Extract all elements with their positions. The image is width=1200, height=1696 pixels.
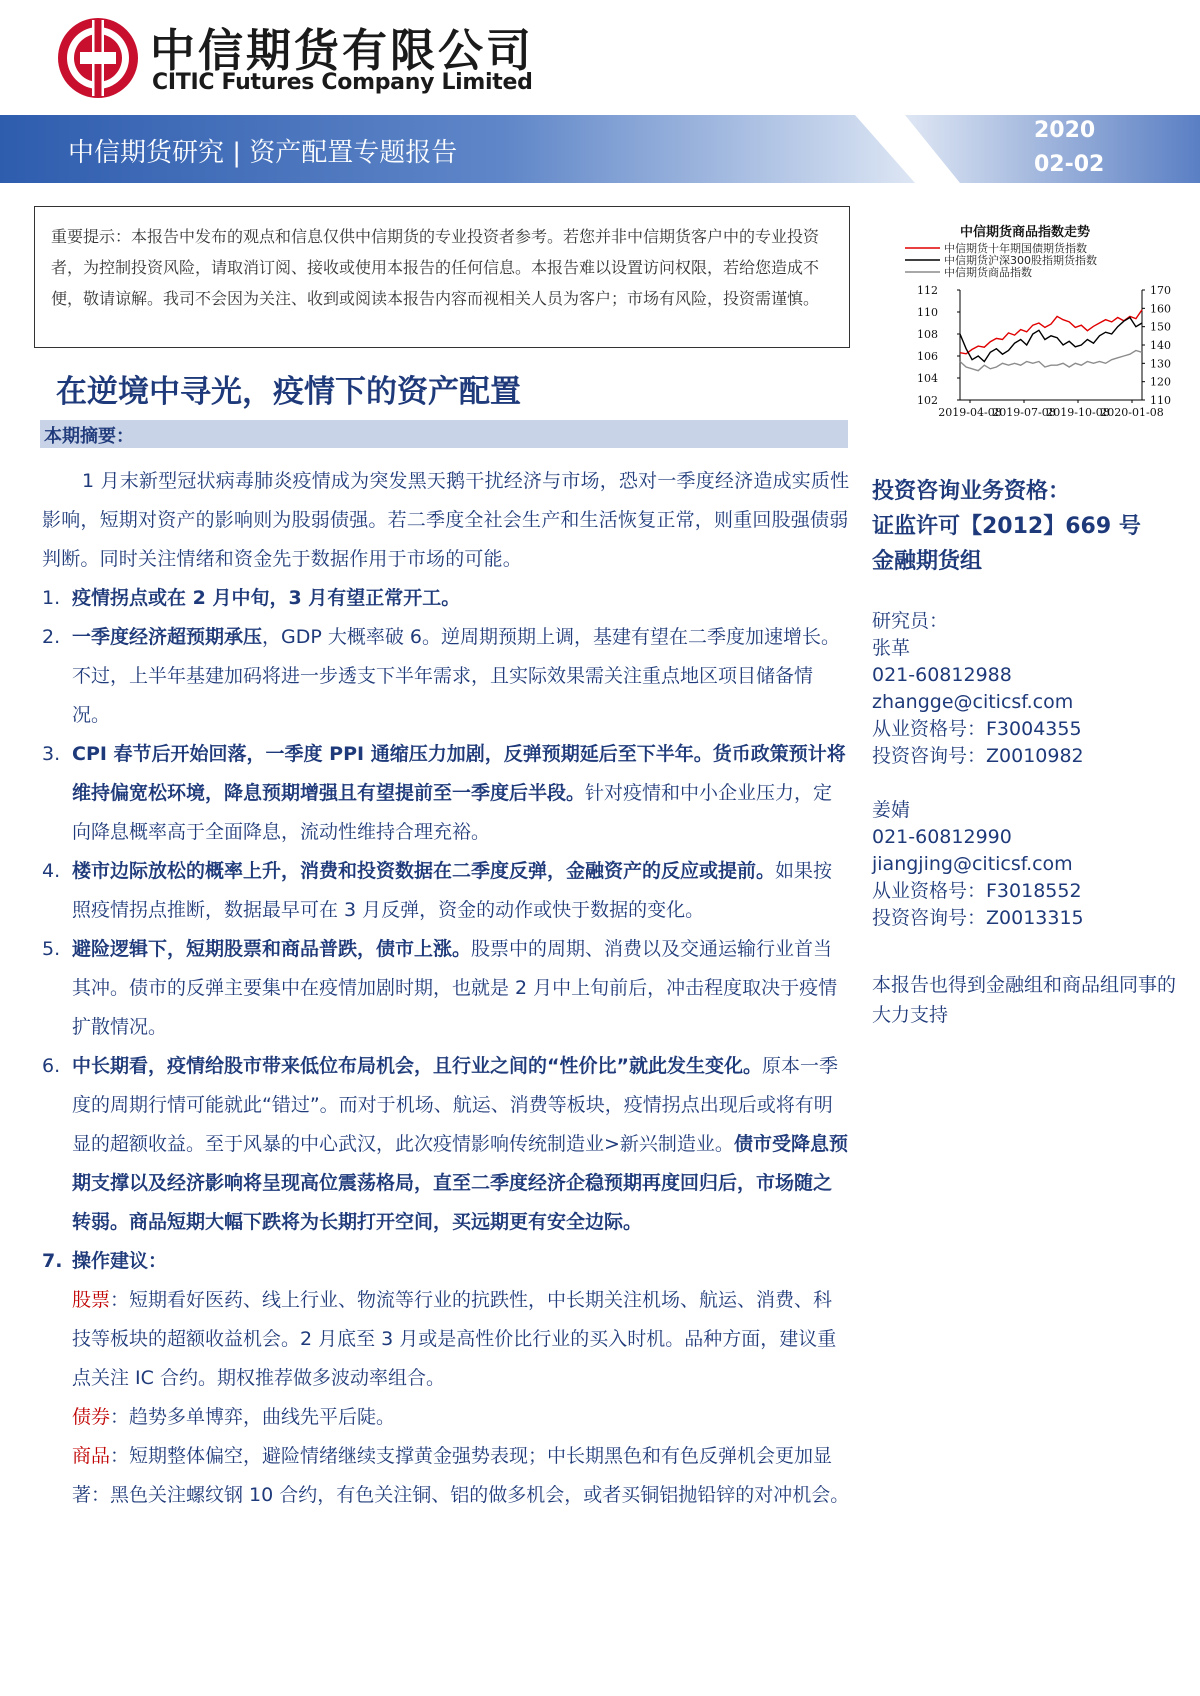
y-left-tick-label: 102	[917, 394, 938, 407]
analyst-name: 张革	[872, 637, 911, 659]
item-number: 5.	[42, 938, 61, 960]
citic-logo-icon	[56, 16, 140, 100]
item-number: 1.	[42, 587, 61, 609]
list-item	[42, 852, 850, 930]
series-line	[960, 310, 1142, 354]
item-bold: 中长期看，疫情给股市带来低位布局机会，且行业之间的“性价比”就此发生变化。	[72, 1055, 762, 1077]
advice-bonds	[42, 1398, 850, 1437]
intro-paragraph: 1 月末新型冠状病毒肺炎疫情成为突发黑天鹅干扰经济与市场，恐对一季度经济造成实质性影响，短期对资产的影响则为股弱债强。若二季度全社会生产和生活恢复正常，则重回股强债弱判断。同时关注情绪和资金先于数据作用于市场的可能。	[42, 470, 850, 570]
analyst-email[interactable]: jiangjing@citicsf.com	[872, 853, 1073, 875]
stocks-label: 股票	[72, 1289, 111, 1311]
stocks-text: ：短期看好医药、线上行业、物流等行业的抗跌性，中长期关注机场、航运、消费、科技等板块的超额收益机会。2 月底至 3 月或是高性价比行业的买入时机。品种方面，建议重点关注 IC 合约。期权推荐做多波动率组合。	[72, 1289, 837, 1389]
chart-plot-area	[917, 284, 1171, 419]
item-bold: 楼市边际放松的概率上升，消费和投资数据在二季度反弹，金融资产的反应或提前。	[72, 860, 776, 882]
analyst-name: 姜婧	[872, 799, 911, 821]
report-year: 2020	[1034, 118, 1096, 143]
analyst-cert: 从业资格号：F3004355	[872, 718, 1082, 740]
analyst-phone: 021-60812988	[872, 664, 1012, 686]
legend-label: 中信期货十年期国债期货指数	[944, 242, 1087, 255]
analyst-consult: 投资咨询号：Z0013315	[872, 907, 1084, 929]
list-item	[42, 930, 850, 1047]
chart-title: 中信期货商品指数走势	[959, 225, 1091, 240]
analyst-consult: 投资咨询号：Z0010982	[872, 745, 1084, 767]
advice-stocks	[42, 1281, 850, 1398]
company-name-cn: 中信期货有限公司	[150, 24, 535, 77]
disclaimer-box: 重要提示：本报告中发布的观点和信息仅供中信期货的专业投资者参考。若您并非中信期货客户中的专业投资者，为控制投资风险，请取消订阅、接收或使用本报告的任何信息。本报告难以设置访问权限，若给您造成不便，敬请谅解。我司不会因为关注、收到或阅读本报告内容而视相关人员为客户；市场有风险，投资需谨慎。	[34, 206, 850, 348]
item-number: 6.	[42, 1055, 61, 1077]
advice-label: 操作建议：	[72, 1250, 168, 1272]
legend-label: 中信期货商品指数	[944, 266, 1032, 279]
analyst-label: 研究员：	[872, 610, 949, 632]
y-left-tick-label: 108	[917, 328, 938, 341]
list-item	[42, 618, 850, 735]
y-left-tick-label: 106	[917, 350, 938, 363]
company-name-en: CITIC Futures Company Limited	[152, 70, 533, 95]
bonds-text: ：趋势多单博弈，曲线先平后陡。	[110, 1406, 396, 1428]
item-number: 7.	[42, 1250, 63, 1272]
summary-label: 本期摘要：	[44, 426, 134, 447]
item-bold: 避险逻辑下，短期股票和商品普跌，债市上涨。	[72, 938, 472, 960]
report-title: 在逆境中寻光，疫情下的资产配置	[56, 374, 521, 410]
y-right-tick-label: 160	[1150, 302, 1171, 316]
item-number: 4.	[42, 860, 61, 882]
item-text: ，GDP 大概率破 6。逆周期预期上调，基建有望在二季度加速增长。不过，上半年基建加码将进一步透支下半年需求，且实际效果需关注重点地区项目储备情况。	[72, 626, 840, 726]
series-line	[960, 351, 1142, 371]
analyst-email[interactable]: zhangge@citicsf.com	[872, 691, 1074, 713]
chart-legend	[905, 241, 1097, 279]
item-bold: 疫情拐点或在 2 月中旬，3 月有望正常开工。	[72, 587, 461, 609]
x-tick-label: 2019-07-08	[992, 406, 1056, 419]
report-date: 02-02	[1034, 152, 1105, 177]
commodities-label: 商品	[72, 1445, 111, 1467]
summary-body	[42, 462, 850, 1515]
qualification-line: 金融期货组	[872, 549, 983, 574]
y-right-tick-label: 150	[1150, 320, 1171, 334]
report-category: 中信期货研究 | 资产配置专题报告	[68, 138, 458, 168]
y-right-tick-label: 130	[1150, 357, 1171, 371]
item-text: 股票中的周期、消费以及交通运输行业首当其冲。债市的反弹主要集中在疫情加剧时期，也就是 2 月中上旬前后，冲击程度取决于疫情扩散情况。	[72, 938, 838, 1038]
summary-bar	[40, 420, 848, 448]
advice-heading	[42, 1242, 850, 1281]
y-right-tick-label: 120	[1150, 375, 1171, 389]
x-tick-label: 2019-10-08	[1046, 406, 1110, 419]
item-text: 如果按照疫情拐点推断，数据最早可在 3 月反弹，资金的动作或快于数据的变化。	[72, 860, 833, 921]
item-text: 针对疫情和中小企业压力，定向降息概率高于全面降息，流动性维持合理充裕。	[72, 782, 833, 843]
qualification-block	[872, 474, 1141, 579]
legend-label: 中信期货沪深300股指期货指数	[944, 254, 1097, 267]
support-note: 本报告也得到金融组和商品组同事的大力支持	[872, 974, 1177, 1026]
item-number: 3.	[42, 743, 61, 765]
x-tick-label: 2020-01-08	[1100, 406, 1164, 419]
qualification-line: 证监许可【2012】669 号	[872, 514, 1141, 539]
y-right-tick-label: 110	[1150, 394, 1171, 407]
commodities-text: ：短期整体偏空，避险情绪继续支撑黄金强势表现；中长期黑色和有色反弹机会更加显著：黑色关注螺纹钢 10 合约，有色关注铜、铝的做多机会，或者买铜铝抛铅锌的对冲机会。	[72, 1445, 850, 1506]
list-item	[42, 1047, 850, 1242]
list-item	[42, 735, 850, 852]
x-tick-label: 2019-04-08	[938, 406, 1002, 419]
item-text: 原本一季度的周期行情可能就此“错过”。而对于机场、航运、消费等板块，疫情拐点出现后或将有明显的超额收益。至于风暴的中心武汉，此次疫情影响传统制造业>新兴制造业。	[72, 1055, 838, 1155]
advice-commodities	[42, 1437, 850, 1515]
analyst-cert: 从业资格号：F3018552	[872, 880, 1082, 902]
analyst-block	[872, 608, 1084, 932]
bonds-label: 债券	[72, 1406, 111, 1428]
item-bold: CPI 春节后开始回落，一季度 PPI 通缩压力加剧，反弹预期延后至下半年。货币政策预计将维持偏宽松环境，降息预期增强且有望提前至一季度后半段。	[72, 743, 846, 804]
analyst-phone: 021-60812990	[872, 826, 1012, 848]
item-bold-2: 债市受降息预期支撑以及经济影响将呈现高位震荡格局，直至二季度经济企稳预期再度回归后，市场随之转弱。商品短期大幅下跌将为长期打开空间，买远期更有安全边际。	[72, 1133, 848, 1233]
qualification-line: 投资咨询业务资格：	[872, 479, 1071, 504]
y-left-tick-label: 110	[917, 306, 938, 319]
item-bold: 一季度经济超预期承压	[72, 626, 263, 648]
y-left-tick-label: 112	[917, 284, 938, 297]
index-trend-chart	[870, 218, 1180, 448]
item-number: 2.	[42, 626, 61, 648]
list-item	[42, 579, 850, 618]
y-right-tick-label: 170	[1150, 284, 1171, 297]
y-left-tick-label: 104	[917, 372, 938, 385]
y-right-tick-label: 140	[1150, 339, 1171, 352]
